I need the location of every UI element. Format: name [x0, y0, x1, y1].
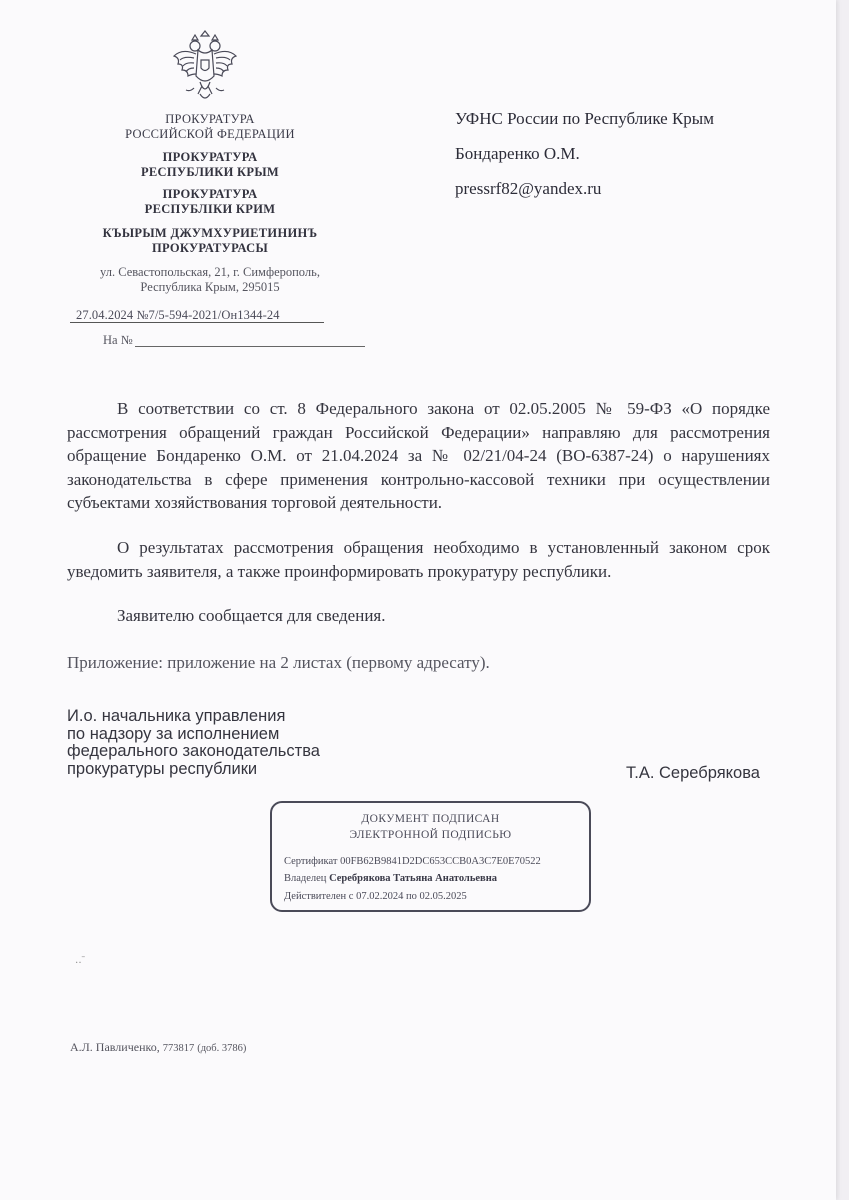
- prosecutor-office-crimea-ua: ПРОКУРАТУРА РЕСПУБЛІКИ КРИМ: [144, 187, 276, 216]
- stamp-heading-1: ДОКУМЕНТ ПОДПИСАН: [361, 813, 500, 825]
- stamp-heading-2: ЭЛЕКТРОННОЙ ПОДПИСЬЮ: [349, 829, 512, 841]
- stamp-certificate: Сертификат 00FB62B9841D2DC653CCB0A3C7E0E70522: [284, 856, 541, 867]
- electronic-signature-stamp: [270, 801, 591, 912]
- scan-speck: ‥ˉ: [75, 955, 85, 966]
- body-paragraph-1: В соответствии со ст. 8 Федерального закона от 02.05.2005 № 59-ФЗ «О порядке рассмотрения обращений граждан Российской Федерации» направляю для рассмотрения обращение Бондаренко О.М. от 21.04.2024 за № 02/21/04-24 (ВО-6387-24) о нарушениях законодательства в сфере применения контрольно-кассовой техники при осуществлении субъектами хозяйствования торговой деятельности.: [67, 399, 770, 512]
- recipient-email: pressrf82@yandex.ru: [455, 179, 602, 198]
- prosecutor-office-rf: ПРОКУРАТУРА РОССИЙСКОЙ ФЕДЕРАЦИИ: [125, 112, 295, 141]
- recipient-organization: УФНС России по Республике Крым: [455, 109, 714, 128]
- signer-name: Т.А. Серебрякова: [626, 764, 760, 782]
- incoming-number-label: На №: [103, 333, 133, 347]
- stamp-validity: Действителен с 07.02.2024 по 02.05.2025: [284, 891, 467, 902]
- body-paragraph-2: О результатах рассмотрения обращения необходимо в установленный законом срок уведомить заявителя, а также проинформировать прокуратуру республики.: [67, 538, 770, 581]
- incoming-number-line: [135, 346, 365, 347]
- stamp-owner: Владелец Серебрякова Татьяна Анатольевна: [284, 873, 498, 884]
- executor-info: А.Л. Павличенко, 773817 (доб. 3786): [70, 1040, 247, 1054]
- double-headed-eagle-emblem-icon: [170, 30, 240, 106]
- office-address: ул. Севастопольская, 21, г. Симферополь, Республика Крым, 295015: [100, 265, 320, 294]
- prosecutor-office-crimea-ct: КЪЫРЫМ ДЖУМХУРИЕТИНИНЪ ПРОКУРАТУРАСЫ: [102, 226, 318, 255]
- prosecutor-office-crimea-ru: ПРОКУРАТУРА РЕСПУБЛИКИ КРЫМ: [140, 150, 280, 179]
- attachment-note: Приложение: приложение на 2 листах (первому адресату).: [67, 653, 490, 672]
- recipient-person: Бондаренко О.М.: [455, 144, 580, 163]
- outgoing-number: 27.04.2024 №7/5-594-2021/Он1344-24: [70, 308, 324, 323]
- body-paragraph-3: Заявителю сообщается для сведения.: [117, 606, 386, 625]
- signer-title: И.о. начальника управления по надзору за исполнением федерального законодательства прокуратуры республики: [67, 707, 320, 778]
